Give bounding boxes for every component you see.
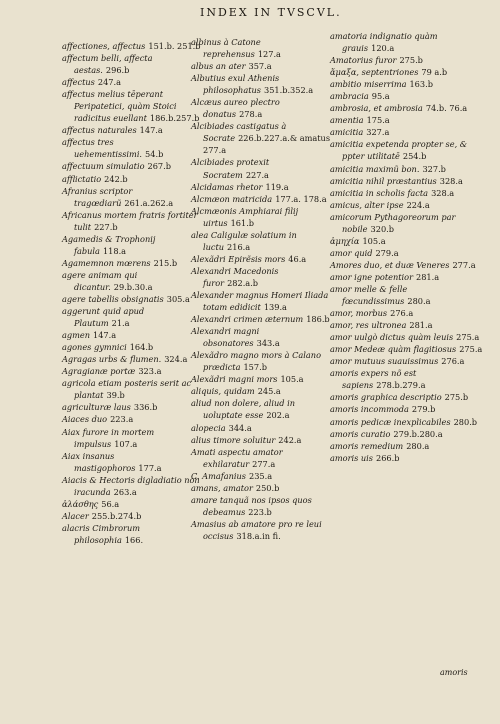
- entry-reference: 127.a: [257, 49, 281, 60]
- entry-reference: 280.a: [406, 440, 430, 451]
- entry-reference: 279.b.280.a: [393, 428, 443, 439]
- index-entry: [330, 428, 488, 440]
- entry-term: Alexandri magni obsonatores: [191, 326, 260, 349]
- entry-reference: 151.b. 251.b: [148, 41, 201, 51]
- entry-term: amor mutuus suauissimus: [330, 356, 439, 367]
- entry-term: afflictatio: [62, 173, 102, 184]
- entry-reference: 281.a: [409, 320, 433, 331]
- entry-reference: 279.b: [411, 404, 436, 415]
- index-entry: [330, 403, 488, 415]
- index-entry: [62, 88, 202, 124]
- entry-reference: 56.a: [101, 498, 120, 509]
- entry-term: amicitia nihil præstantius: [330, 175, 437, 186]
- index-entry: [62, 76, 202, 88]
- entry-reference: 74.b. 76.a: [425, 103, 468, 114]
- entry-term: agricola etiam posteris serit ac plantat: [62, 378, 192, 401]
- entry-term: Alexander magnus Homeri Iliada totam edidicit: [191, 289, 329, 313]
- entry-reference: 216.a: [227, 241, 251, 252]
- entry-term: amor quid: [330, 247, 373, 258]
- index-entry: [330, 30, 488, 54]
- entry-reference: 21.a: [111, 318, 130, 329]
- entry-reference: 327.a: [366, 127, 390, 138]
- index-entry: [62, 173, 202, 185]
- entry-reference: 107.a: [114, 438, 138, 449]
- entry-reference: 163.b: [409, 79, 433, 90]
- index-entry: [330, 175, 488, 187]
- entry-reference: 164.b: [129, 342, 154, 353]
- entry-term: Agamedis & Trophonij fabula: [62, 233, 156, 256]
- entry-term: agere tabellis obsignatis: [62, 293, 164, 304]
- entry-term: Alcmæon matricida: [191, 193, 273, 204]
- index-entry: [191, 193, 333, 205]
- entry-reference: 215.b: [153, 257, 178, 268]
- index-entry: [330, 271, 488, 283]
- entry-reference: 186.b.257.b: [149, 113, 200, 124]
- index-entry: [330, 211, 488, 235]
- entry-reference: 242.b: [104, 173, 128, 184]
- index-entry: [191, 60, 333, 72]
- entry-reference: 227.b: [94, 221, 118, 232]
- entry-term: ἀμηχία: [330, 235, 360, 246]
- entry-term: Afranius scriptor tragœdiarũ: [62, 185, 133, 208]
- index-entry: [191, 229, 333, 253]
- entry-term: amicus, alter ipse: [330, 199, 404, 210]
- index-entry: [191, 494, 333, 518]
- entry-reference: 263.a: [113, 486, 137, 497]
- entry-reference: 139.a: [263, 302, 287, 313]
- index-entry: [191, 434, 333, 446]
- entry-reference: 351.b.352.a: [263, 85, 314, 96]
- entry-term: amor uulgò dictus quàm leuis: [330, 332, 454, 343]
- index-entry: [330, 199, 488, 211]
- index-entry: [330, 247, 488, 259]
- entry-reference: 79 a.b: [421, 67, 448, 78]
- entry-term: ambrosia, et ambrosia: [330, 103, 423, 114]
- entry-reference: 275.b: [399, 55, 423, 66]
- entry-term: alius timore soluitur: [191, 434, 276, 445]
- index-column-3: [330, 30, 488, 464]
- entry-reference: 177.a. 178.a: [275, 193, 327, 204]
- index-entry: [62, 160, 202, 172]
- index-entry: [191, 482, 333, 494]
- entry-reference: 275.b: [444, 392, 469, 403]
- index-entry: [330, 126, 488, 138]
- entry-term: ἅμαξα, septentriones: [330, 67, 419, 78]
- entry-term: aggerunt quid apud Plautum: [62, 306, 145, 329]
- entry-reference: 275.a: [459, 344, 483, 355]
- entry-term: Alcibiades castigatus à Socrate: [191, 121, 287, 144]
- entry-term: Alacer: [62, 510, 89, 521]
- entry-reference: 276.a: [441, 356, 465, 367]
- entry-term: Alexandri crimen æternum: [191, 314, 304, 325]
- index-entry: [330, 319, 488, 331]
- entry-term: Aiax furore in mortem impulsus: [62, 426, 155, 449]
- entry-term: ambitio miserrima: [330, 79, 407, 90]
- index-entry: [62, 341, 202, 353]
- entry-term: affectiones, affectus: [62, 41, 146, 51]
- entry-reference: 186.b: [306, 314, 330, 325]
- index-entry: [191, 446, 333, 470]
- entry-term: amor Medeæ quàm flagitiosus: [330, 344, 457, 355]
- index-entry: [62, 329, 202, 341]
- entry-term: Agragianæ portæ: [62, 366, 136, 377]
- index-entry: [62, 233, 202, 257]
- index-entry: [191, 385, 333, 397]
- entry-reference: 278.a: [239, 109, 263, 120]
- entry-reference: 254.b: [402, 151, 427, 162]
- index-entry: [330, 66, 488, 78]
- index-entry: [330, 452, 488, 464]
- entry-term: amicitia in scholis facta: [330, 187, 429, 198]
- index-entry: [191, 289, 333, 313]
- index-entry: [191, 205, 333, 229]
- index-entry: [330, 331, 488, 343]
- entry-term: alea Caligulæ solatium in luctu: [191, 229, 297, 252]
- entry-term: aliud non dolere, aliud in uoluptate esse: [191, 398, 296, 421]
- entry-reference: 105.a: [362, 235, 386, 246]
- entry-reference: 320.b: [370, 223, 395, 234]
- entry-term: amoris incommoda: [330, 404, 409, 415]
- entry-reference: 242.a: [278, 434, 302, 445]
- index-entry: [191, 36, 333, 60]
- index-entry: [330, 90, 488, 102]
- index-entry: [62, 522, 202, 546]
- entry-term: Amati aspectu amator exhilaratur: [191, 446, 283, 469]
- entry-term: C. Amafanius: [191, 470, 247, 481]
- entry-term: Amasius ab amatore pro re leui occisus: [191, 518, 322, 541]
- entry-reference: 357.a: [248, 61, 272, 72]
- index-entry: [62, 257, 202, 269]
- entry-reference: 327.b: [422, 163, 446, 174]
- entry-term: albinus à Catone reprehensus: [191, 37, 261, 60]
- index-column-2: [191, 36, 333, 542]
- entry-reference: 266.b: [376, 452, 400, 463]
- entry-term: amentia: [330, 115, 364, 126]
- entry-term: amans, amator: [191, 482, 253, 493]
- entry-term: Alexãdri Epirẽsis mors: [191, 253, 286, 264]
- index-entry: [330, 114, 488, 126]
- entry-term: amor melle & felle fœcundissimus: [330, 283, 408, 307]
- entry-reference: 336.b: [133, 402, 158, 413]
- entry-reference: 175.a: [366, 115, 390, 126]
- entry-reference: 147.a: [93, 330, 117, 341]
- entry-reference: 261.a.262.a: [124, 197, 174, 208]
- entry-term: affectuum simulatio: [62, 161, 145, 172]
- index-entry: [62, 353, 202, 365]
- index-entry: [330, 102, 488, 114]
- entry-term: agere animam qui dicantur.: [62, 269, 138, 292]
- entry-reference: 223.b: [248, 506, 272, 517]
- entry-term: Alexãdro magno mors à Calano prædicta: [191, 350, 321, 373]
- entry-reference: 119.a: [265, 181, 289, 192]
- entry-term: Alexãdri magni mors: [191, 374, 278, 385]
- entry-term: affectum belli, affecta aestas.: [62, 53, 153, 76]
- entry-term: agones gymnici: [62, 342, 127, 353]
- entry-reference: 166.: [124, 534, 144, 545]
- index-entry: [330, 343, 488, 355]
- entry-term: amare tanquã nos ipsos quos debeamus: [191, 494, 312, 517]
- entry-reference: 118.a: [102, 245, 127, 256]
- entry-reference: 161.b: [230, 217, 255, 228]
- entry-term: amoris pedicæ inexplicabiles: [330, 416, 451, 427]
- index-entry: [62, 293, 202, 305]
- index-entry: [62, 269, 202, 293]
- entry-reference: 202.a: [266, 410, 290, 421]
- entry-term: Aiaces duo: [62, 414, 108, 425]
- index-entry: [330, 163, 488, 175]
- entry-reference: 323.a: [138, 366, 162, 377]
- index-entry: [330, 235, 488, 247]
- entry-reference: 276.a: [390, 308, 414, 319]
- entry-term: amicorum Pythagoreorum par nobile: [330, 211, 456, 234]
- entry-reference: 39.b: [106, 390, 125, 401]
- entry-term: amoris remedium: [330, 440, 404, 451]
- entry-term: amatoria indignatio quàm grauis: [330, 31, 438, 54]
- entry-term: amoris graphica descriptio: [330, 392, 442, 403]
- entry-reference: 277.a: [252, 458, 276, 469]
- entry-term: ambracia: [330, 91, 369, 102]
- entry-term: amor, morbus: [330, 308, 388, 319]
- entry-reference: 277.a: [452, 259, 476, 270]
- index-entry: [330, 440, 488, 452]
- index-entry: [191, 349, 333, 373]
- entry-term: affectus melius tēperant Peripatetici, quàm Stoici radicitus euellant: [62, 89, 177, 124]
- entry-reference: 296.b: [105, 65, 130, 76]
- entry-term: amor igne potentior: [330, 271, 414, 282]
- index-entry: [191, 313, 333, 325]
- entry-reference: 54.b: [145, 149, 164, 160]
- index-entry: [191, 265, 333, 289]
- entry-reference: 247.a: [97, 77, 122, 88]
- entry-reference: 279.a: [375, 247, 399, 258]
- entry-reference: 344.a: [228, 422, 252, 433]
- entry-term: ἀλάσθης: [62, 498, 99, 509]
- entry-term: Africanus mortem fratris fortiter tulit: [62, 209, 198, 232]
- entry-reference: 282.a.b: [227, 277, 259, 288]
- entry-reference: 255.b.274.b: [91, 510, 142, 521]
- entry-reference: 245.a: [257, 386, 281, 397]
- index-entry: [191, 120, 333, 156]
- entry-term: amoris expers nõ est sapiens: [330, 368, 417, 391]
- entry-term: affectus tres uehementissimi.: [62, 137, 143, 160]
- entry-term: aliquis, quidam: [191, 386, 255, 397]
- entry-reference: 305.a: [166, 293, 190, 304]
- index-entry: [191, 96, 333, 120]
- index-entry: [330, 416, 488, 428]
- entry-term: affectus: [62, 77, 95, 88]
- index-entry: [62, 474, 202, 498]
- entry-reference: 105.a: [280, 374, 304, 385]
- index-entry: [330, 283, 488, 307]
- entry-reference: 267.b: [147, 161, 171, 172]
- index-entry: [62, 498, 202, 510]
- index-entry: [191, 397, 333, 421]
- entry-term: Aiacis & Hectoris digladiatio non iracunda: [62, 474, 200, 497]
- entry-term: Alcidamas rhetor: [191, 181, 263, 192]
- entry-reference: 275.a: [456, 332, 480, 343]
- index-entry: [330, 259, 488, 271]
- index-entry: [62, 40, 202, 52]
- index-entry: [191, 181, 333, 193]
- index-entry: [330, 187, 488, 199]
- index-entry: [62, 136, 202, 160]
- index-entry: [62, 401, 202, 413]
- index-entry: [330, 391, 488, 403]
- entry-term: albus an ater: [191, 61, 246, 72]
- entry-term: alopecia: [191, 422, 226, 433]
- entry-term: Agragas urbs & flumen.: [62, 354, 162, 365]
- entry-reference: 318.a.in fi.: [236, 530, 281, 541]
- index-entry: [62, 365, 202, 377]
- entry-term: Alcibiades protexit Socratem: [191, 157, 270, 180]
- entry-reference: 227.a: [245, 169, 269, 180]
- catchword: amoris: [440, 668, 468, 677]
- index-entry: [62, 377, 202, 401]
- index-entry: [191, 253, 333, 265]
- index-entry: [191, 325, 333, 349]
- entry-reference: 120.a: [371, 43, 395, 54]
- entry-term: amicitia expetenda propter se, & ppter utilitatē: [330, 139, 468, 162]
- index-entry: [62, 510, 202, 522]
- entry-reference: 29.b.30.a: [113, 281, 153, 292]
- index-entry: [62, 426, 202, 450]
- index-entry: [330, 78, 488, 90]
- index-entry: [191, 72, 333, 96]
- entry-reference: 157.b: [243, 362, 267, 373]
- entry-term: Alexandri Macedonis furor: [191, 265, 279, 288]
- index-entry: [62, 52, 202, 76]
- entry-term: Albutius exul Athenis philosophatus: [191, 73, 280, 96]
- index-entry: [62, 124, 202, 136]
- entry-term: amor, res ultronea: [330, 320, 407, 331]
- entry-term: agmen: [62, 330, 91, 341]
- index-entry: [191, 422, 333, 434]
- entry-reference: 95.a: [371, 91, 390, 102]
- entry-term: amoris curatio: [330, 428, 391, 439]
- entry-term: Alcmæonis Amphiarai filij uirtus: [191, 205, 299, 228]
- entry-term: Amatorius furor: [330, 55, 397, 66]
- index-entry: [62, 450, 202, 474]
- index-entry: [330, 307, 488, 319]
- entry-reference: 343.a: [256, 338, 280, 349]
- entry-term: Agamemnon mœrens: [62, 257, 151, 268]
- entry-reference: 223.a: [110, 414, 134, 425]
- entry-reference: 177.a: [138, 462, 162, 473]
- index-entry: [330, 367, 488, 391]
- entry-term: amicitia maximũ bon.: [330, 163, 420, 174]
- index-entry: [191, 518, 333, 542]
- index-column-1: [62, 40, 202, 546]
- entry-reference: 278.b.279.a: [376, 380, 426, 391]
- index-entry: [330, 355, 488, 367]
- entry-reference: 281.a: [416, 271, 440, 282]
- index-entry: [62, 185, 202, 209]
- page-header: INDEX IN TVSCVL.: [200, 6, 342, 19]
- index-entry: [62, 209, 202, 233]
- entry-term: Aiax insanus mastigophoros: [62, 450, 136, 473]
- index-entry: [191, 373, 333, 385]
- entry-term: amicitia: [330, 127, 364, 138]
- entry-reference: 280.b: [453, 416, 478, 427]
- index-entry: [62, 305, 202, 329]
- entry-term: Amores duo, et duæ Veneres: [330, 259, 450, 270]
- entry-reference: 226.b.227.a.& amatus 277.a: [203, 133, 331, 156]
- entry-term: Alcæus aureo plectro donatus: [191, 97, 280, 120]
- entry-reference: 324.a: [164, 354, 188, 365]
- entry-reference: 46.a: [288, 253, 307, 264]
- entry-reference: 328.a: [431, 187, 455, 198]
- entry-reference: 224.a: [406, 199, 430, 210]
- index-entry: [330, 54, 488, 66]
- index-entry: [330, 138, 488, 162]
- index-entry: [191, 470, 333, 482]
- entry-term: affectus naturales: [62, 125, 137, 136]
- index-entry: [62, 413, 202, 425]
- entry-term: alacris Cimbrorum philosophia: [62, 522, 140, 545]
- entry-term: agriculturæ laus: [62, 402, 131, 413]
- entry-reference: 250.b: [255, 482, 280, 493]
- entry-reference: 147.a: [139, 125, 163, 136]
- index-entry: [191, 156, 333, 180]
- entry-reference: 328.a: [439, 175, 463, 186]
- entry-reference: 235.a: [249, 470, 273, 481]
- entry-reference: 280.a: [407, 296, 431, 307]
- entry-term: amoris uis: [330, 452, 374, 463]
